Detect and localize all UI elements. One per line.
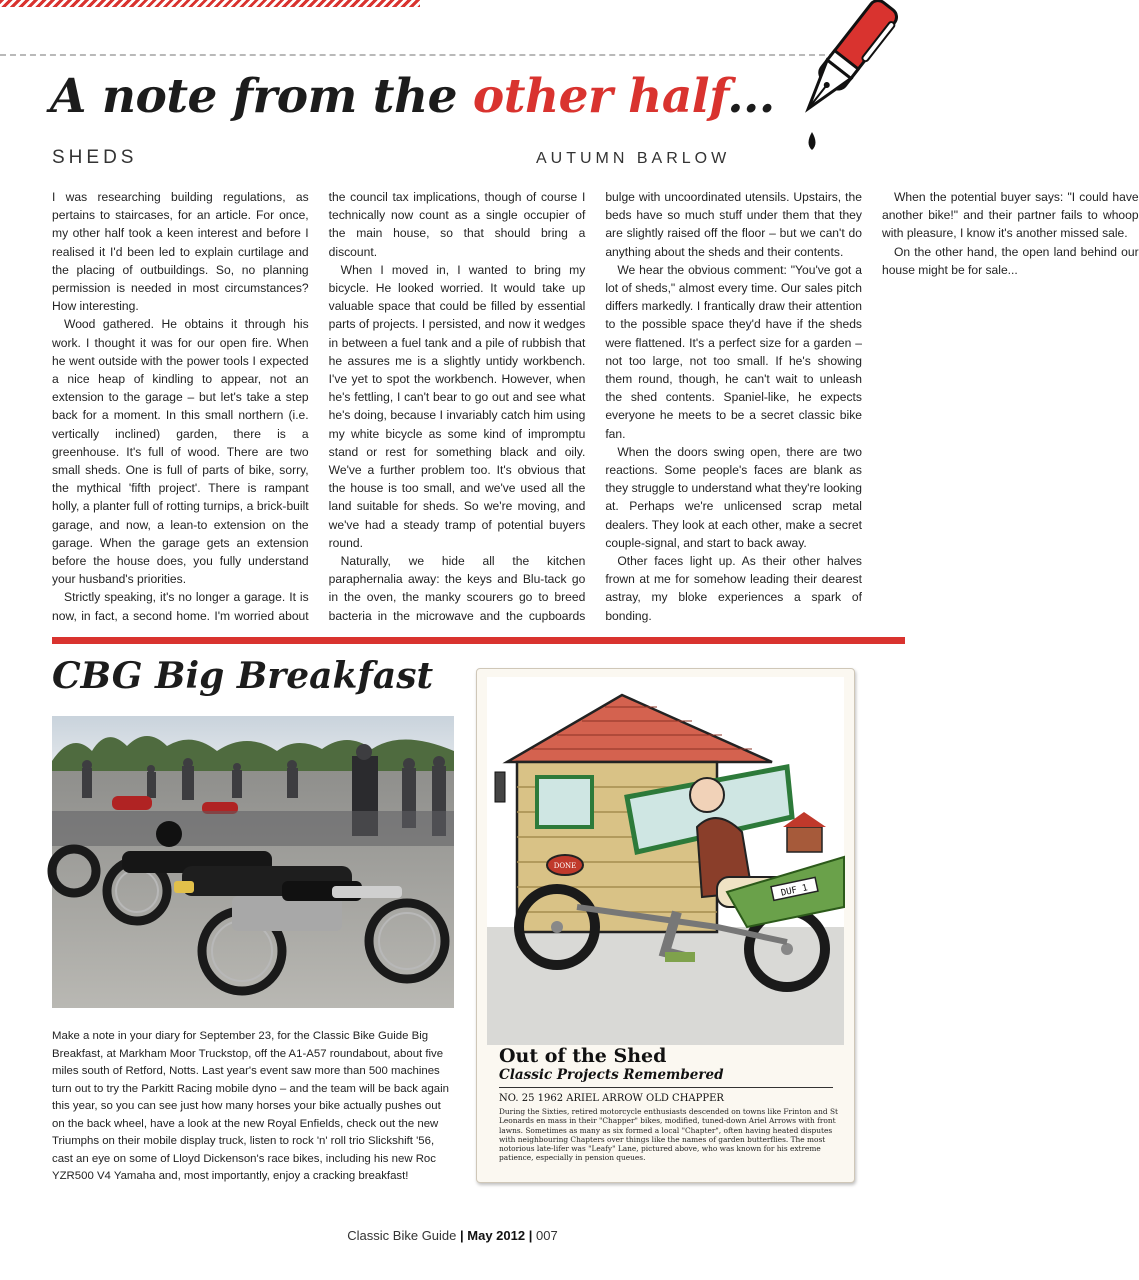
author-name: AUTUMN BARLOW bbox=[536, 150, 731, 167]
article-paragraph: We hear the obvious comment: "You've got a lot of sheds," almost every time. Our sales pitch differs markedly. I frantically draw their attention to the possible space they'd have if the sheds were flattened. It's a perfect size for a garden – not too large, not too small. If he's showing them round, though, he can't wait to unleash the shed contents. Spaniel-like, he expects everyone he meets to be a secret classic bike fan. bbox=[605, 262, 862, 441]
cartoon-heading: NO. 25 1962 ARIEL ARROW OLD CHAPPER bbox=[499, 1093, 724, 1104]
dashed-divider bbox=[0, 54, 835, 56]
footer-separator: | bbox=[460, 1228, 464, 1243]
article-paragraph: Other faces light up. As their other halves frown at me for somehow leading their dearest astray, my bloke experiences a spark of bonding. bbox=[605, 554, 862, 623]
article-paragraph: When I moved in, I wanted to bring my bicycle. He looked worried. It would take up valuable space that could be filled by essential parts of projects. I persisted, and now it wedges in between a fuel tank and a pile of rubbish that he assures me is a slightly untidy workbench. I've yet to spot the workbench. However, when he's fettling, I can't bear to go out and see what he's doing, because I invariably catch him using my white bicycle as some kind of impromptu stand or rest for something black and oily. We've a further problem too. It's obvious that the house is too small, and we've used all the land suitable for sheds. So we're moving, and we've had a steady tramp of potential buyers round. bbox=[328, 262, 586, 550]
section-divider bbox=[52, 637, 905, 644]
footer-issue: May 2012 bbox=[467, 1228, 526, 1243]
article-paragraph: Strictly speaking, it's no longer a garage. It is now, in fact, a second home. I'm worried about the council tax implications, though of course I technically now count as a single occupier of the main house, so that should bring a discount. bbox=[52, 190, 586, 623]
number-plate-text: DUF 1 bbox=[780, 883, 809, 899]
headline-accent-text: other half bbox=[472, 69, 728, 124]
cartoon-rule bbox=[499, 1087, 833, 1088]
top-stripe-decoration bbox=[0, 0, 420, 7]
cartoon-subtitle: Classic Projects Remembered bbox=[499, 1067, 724, 1083]
section-label: SHEDS bbox=[52, 147, 138, 168]
article-paragraph: Naturally, we hide all the kitchen paraphernalia away: the keys and Blu-tack go in the oven, the manky scourers go to breed bacteria in the microwave and the cupboards bulge with uncoordinated utensils. Upstairs, the beds have so much stuff under them that they are slightly raised off the floor – but we can't do anything about the sheds and their contents. bbox=[328, 190, 862, 623]
cartoon-title: Out of the Shed bbox=[499, 1045, 667, 1067]
footer-magazine: Classic Bike Guide bbox=[347, 1228, 457, 1243]
event-photo bbox=[52, 716, 454, 1008]
footer-page-number: 007 bbox=[536, 1228, 558, 1243]
page-footer bbox=[0, 1228, 905, 1243]
article-paragraph: I was researching building regulations, as pertains to staircases, for an article. For once, my other half took a keen interest and before I realised it I'd been led to explain curtilage and the placing of outbuildings. So, no planning permission is needed in most circumstances? How interesting. bbox=[52, 190, 309, 314]
article-paragraph: On the other hand, the open land behind our house might be for sale... bbox=[881, 244, 1139, 277]
shed-sign-text: DONE bbox=[553, 862, 577, 870]
headline-text: A note from the bbox=[50, 69, 473, 124]
breakfast-title: CBG Big Breakfast bbox=[52, 655, 434, 697]
shed-bike-cartoon bbox=[487, 677, 844, 1045]
article-paragraph: When the potential buyer says: "I could have another bike!" and their partner fails to whoop with pleasure, I know it's another missed sale. bbox=[881, 190, 1139, 241]
page-headline bbox=[50, 68, 810, 126]
article-body bbox=[52, 188, 1139, 628]
article-paragraph: Wood gathered. He obtains it through his work. I thought it was for our open fire. When he went outside with the power tools I expected a nice heap of kindling to appear, not an extension to the garage – but let's take a step back for a moment. In this small northern (i.e. vertically inclined) garden, there is a greenhouse. It's full of wood. There are two small sheds. One is full of parts of bike, sorry, the mythical 'fifth project'. There is rampant holly, a planter full of rotting turnips, a brick-built garage, and now, a lean-to extension on the garage. When the garage gets an extension before the house does, you fully understand your husband's priorities. bbox=[52, 317, 309, 587]
headline-ellipsis: ... bbox=[727, 69, 775, 124]
breakfast-body: Make a note in your diary for September 23, for the Classic Bike Guide Big Breakfast, at Markham Moor Truckstop, off the A1-A57 roundabout, about five miles south of Retford, Notts. Last year's event saw more than 500 machines turn out to try the Parkitt Racing mobile dyno – and the team will be back again this year, so you can see just how many horses your bike actually pushes out on the back wheel, have a look at the new Royal Enfields, check out the new Triumphs on their mobile display truck, listen to rock 'n' roll trio Slickshift '56, cast an eye on some of Lloyd Dickenson's race bikes, including his new Roc YZR500 V4 Yamaha and, most importantly, enjoy a cracking breakfast! bbox=[52, 1030, 449, 1182]
cartoon-caption: During the Sixties, retired motorcycle enthusiasts descended on towns like Frinton and St Leonards en mass in their "Chapper" bikes, modified, tuned-down Ariel Arrows with front lawns. Sometimes as many as six formed a local "Chapter", often having heated disputes with neighbouring Chapters over things like the names of garden butterflies. The most notorious late-lifer was "Leafy" Lane, pictured above, who was known for his extreme patience, especially in pension queues. bbox=[499, 1107, 839, 1163]
article-paragraph: When the doors swing open, there are two reactions. Some people's faces are blank as they struggle to understand what they're looking at. Perhaps we're unlicensed scrap metal dealers. They look at each other, make a secret couple-signal, and start to back away. bbox=[605, 444, 862, 550]
footer-separator: | bbox=[528, 1228, 533, 1243]
out-of-the-shed-panel bbox=[476, 668, 855, 1183]
